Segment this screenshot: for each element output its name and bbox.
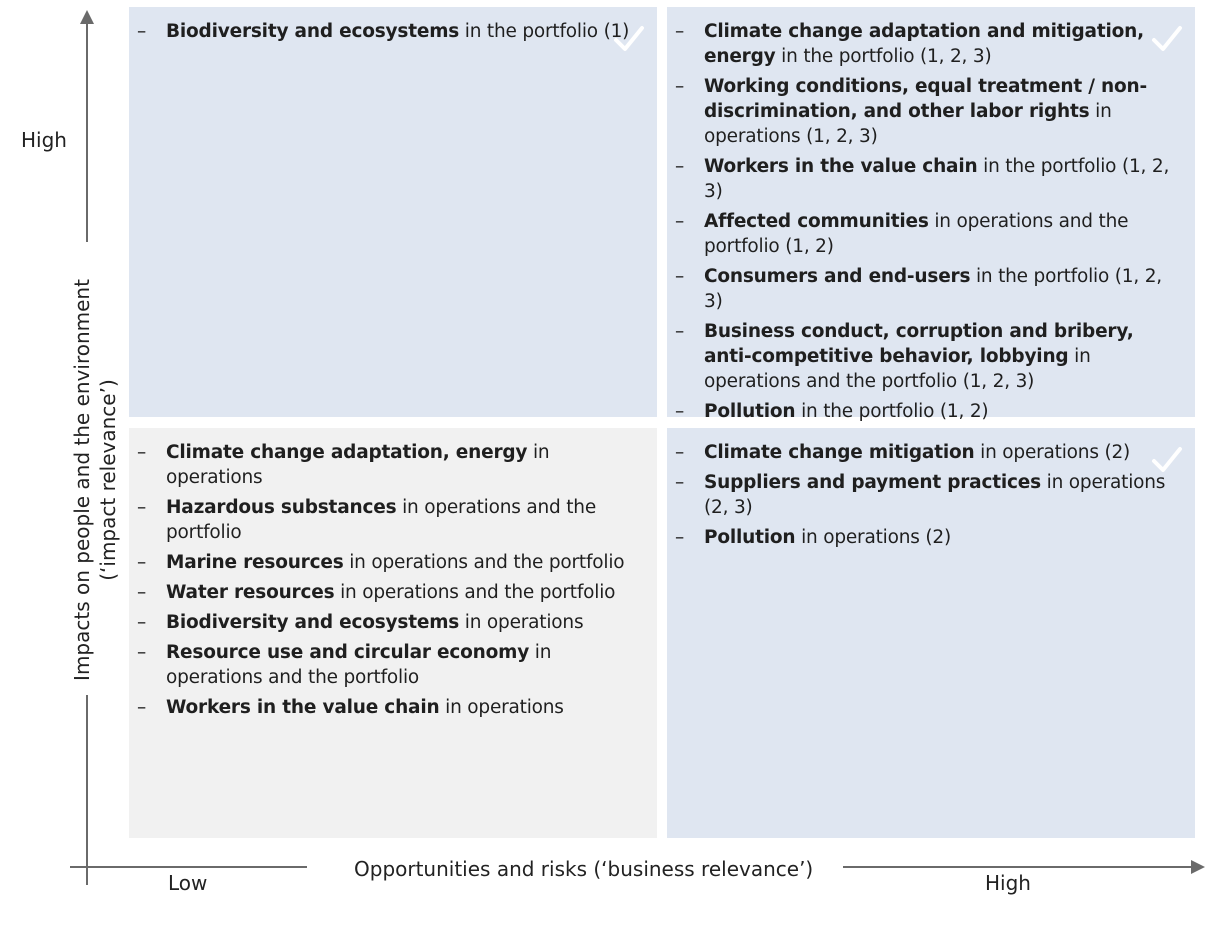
y-axis-lower-line [86,695,88,885]
x-axis-arrow-icon [1190,859,1206,875]
topic-name: Climate change adaptation and mitigation, energy [704,21,1144,67]
dash-bullet: – [675,266,685,287]
topic-name: Climate change mitigation [704,442,975,463]
dash-bullet: – [675,156,685,177]
dash-bullet: – [675,21,685,42]
x-axis-title: Opportunities and risks (‘business relevance’) [354,857,814,881]
y-axis-arrow-icon [79,9,95,25]
x-axis-left-line [70,866,307,868]
topic-scope: in the portfolio (1, 2, 3) [704,266,1162,312]
topic-name: Climate change adaptation, energy [166,442,528,463]
topic-name: Workers in the value chain [166,697,440,718]
topic-scope: in operations and the portfolio (1, 2, 3) [704,346,1091,392]
dash-bullet: – [137,497,147,518]
topic-name: Resource use and circular economy [166,642,530,663]
topic-item [675,319,1183,394]
topic-list [137,440,645,720]
topic-list [675,440,1183,550]
topic-item [137,580,645,605]
topic-item [675,264,1183,314]
x-axis-low-label: Low [168,871,208,895]
y-axis-upper-line [86,22,88,242]
topic-item [137,19,645,44]
topic-name: Business conduct, corruption and bribery, anti-competitive behavior, lobbying [704,321,1134,367]
topic-scope: in operations (2) [795,527,951,548]
topic-item [675,19,1183,69]
topic-item [137,640,645,690]
topic-item [675,525,1183,550]
topic-name: Pollution [704,401,796,422]
topic-scope: in operations and the portfolio (1, 2) [704,211,1129,257]
topic-item [137,550,645,575]
y-axis-title-line1: Impacts on people and the environment [70,279,94,681]
topic-item [675,209,1183,259]
dash-bullet: – [137,697,147,718]
topic-name: Working conditions, equal treatment / non-discrimination, and other labor rights [704,76,1147,122]
dash-bullet: – [675,76,685,97]
topic-name: Suppliers and payment practices [704,472,1041,493]
dash-bullet: – [137,612,147,633]
x-axis-high-label: High [985,871,1031,895]
topic-scope: in operations [439,697,564,718]
topic-name: Workers in the value chain [704,156,978,177]
y-axis-high-label: High [21,128,67,152]
topic-scope: in the portfolio (1, 2) [795,401,989,422]
quadrant-high-impact-low-business [129,7,657,417]
dash-bullet: – [137,442,147,463]
quadrant-low-impact-low-business [129,428,657,838]
topic-scope: in operations and the portfolio [166,497,597,543]
topic-name: Water resources [166,582,335,603]
topic-name: Pollution [704,527,796,548]
dash-bullet: – [675,321,685,342]
dash-bullet: – [137,552,147,573]
topic-scope: in operations and the portfolio [343,552,625,573]
topic-item [675,154,1183,204]
topic-scope: in operations (2) [974,442,1131,463]
topic-name: Marine resources [166,552,344,573]
dash-bullet: – [675,401,685,422]
dash-bullet: – [675,211,685,232]
quadrant-high-impact-high-business [667,7,1195,422]
topic-scope: in operations [459,612,584,633]
topic-name: Hazardous substances [166,497,397,518]
dash-bullet: – [137,582,147,603]
topic-scope: in operations (1, 2, 3) [704,101,1112,147]
topic-item [137,495,645,545]
topic-item [137,695,645,720]
topic-scope: in the portfolio (1, 2, 3) [704,156,1170,202]
topic-name: Biodiversity and ecosystems [166,612,460,633]
dash-bullet: – [137,21,147,42]
topic-scope: in the portfolio (1) [459,21,630,42]
topic-name: Consumers and end-users [704,266,971,287]
topic-item [675,399,1183,424]
topic-item [675,74,1183,149]
y-axis-title-line2: (‘impact relevance’) [96,379,120,581]
topic-scope: in operations and the portfolio [166,642,552,688]
topic-scope: in operations [166,442,550,488]
x-axis-right-line [843,866,1193,868]
topic-item [137,610,645,635]
topic-list [137,19,645,44]
topic-scope: in operations and the portfolio [334,582,616,603]
dash-bullet: – [675,527,685,548]
topic-name: Affected communities [704,211,929,232]
topic-item [675,470,1183,520]
y-axis-title [69,270,121,690]
topic-scope: in the portfolio (1, 2, 3) [775,46,992,67]
quadrant-low-impact-high-business [667,428,1195,838]
topic-item [137,440,645,490]
dash-bullet: – [137,642,147,663]
topic-list [675,19,1183,424]
topic-name: Biodiversity and ecosystems [166,21,460,42]
dash-bullet: – [675,472,685,493]
dash-bullet: – [675,442,685,463]
topic-item [675,440,1183,465]
topic-scope: in operations (2, 3) [704,472,1166,518]
